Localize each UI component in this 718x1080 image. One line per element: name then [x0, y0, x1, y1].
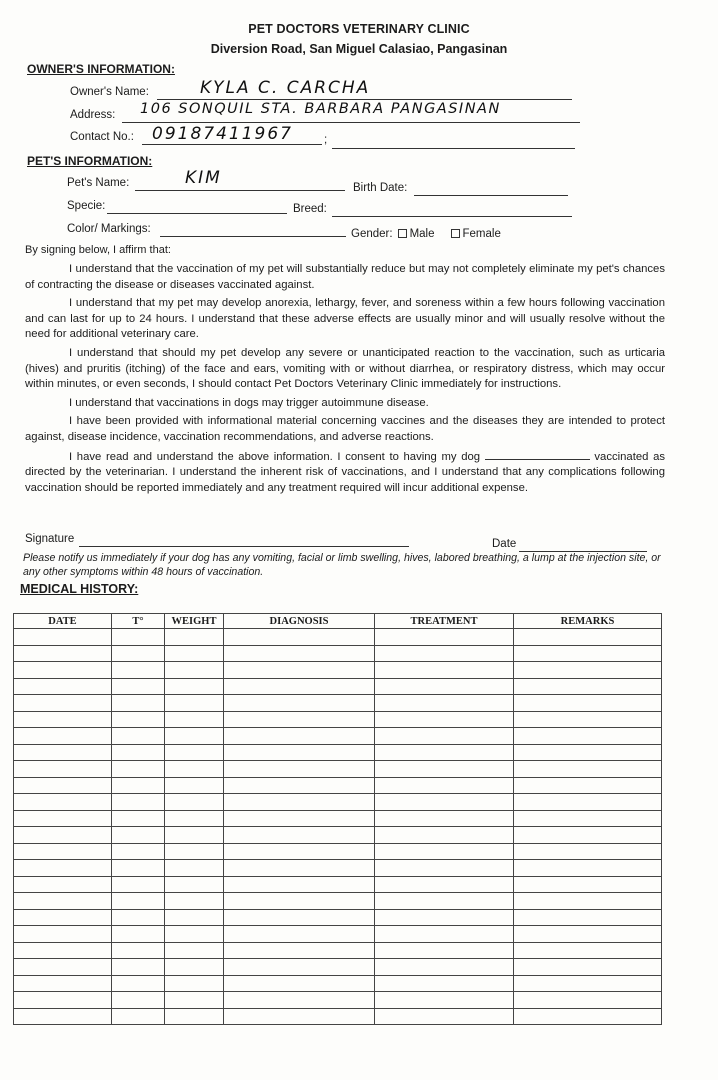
table-cell[interactable] — [224, 992, 375, 1009]
contact-label: Contact No.: — [70, 131, 134, 143]
consent-text-c: as directed by the veterinarian. I understand the inherent risk of vaccinations, and I understand that any complications following vaccination should be reported immediately and any treatment required will incur additional expense. — [25, 450, 666, 494]
table-cell[interactable] — [14, 728, 112, 745]
table-cell[interactable] — [224, 843, 375, 860]
table-row — [14, 794, 662, 811]
table-cell[interactable] — [14, 744, 112, 761]
table-row — [14, 942, 662, 959]
table-cell[interactable] — [14, 926, 112, 943]
table-cell[interactable] — [14, 662, 112, 679]
pet-name-line — [135, 190, 345, 191]
table-row — [14, 711, 662, 728]
table-cell[interactable] — [514, 893, 662, 910]
notice-text: Please notify us immediately if your dog has any vomiting, facial or limb swelling, hives, labored breathing, a lump at the injection site, or any other symptoms within 48 hours of vaccination. — [23, 552, 661, 578]
table-cell[interactable] — [165, 975, 224, 992]
table-cell[interactable] — [375, 810, 514, 827]
table-cell[interactable] — [514, 926, 662, 943]
table-cell[interactable] — [514, 843, 662, 860]
table-cell[interactable] — [14, 695, 112, 712]
table-row — [14, 876, 662, 893]
table-row — [14, 959, 662, 976]
table-row — [14, 645, 662, 662]
contact-field[interactable]: 09187411967 — [152, 124, 293, 144]
female-label: Female — [462, 228, 501, 240]
table-row — [14, 1008, 662, 1025]
table-cell[interactable] — [112, 1008, 165, 1025]
table-cell[interactable] — [224, 695, 375, 712]
table-cell[interactable] — [375, 843, 514, 860]
table-cell[interactable] — [224, 711, 375, 728]
table-header-row — [14, 614, 662, 629]
table-cell[interactable] — [514, 777, 662, 794]
table-cell[interactable] — [514, 942, 662, 959]
table-cell[interactable] — [165, 678, 224, 695]
table-cell[interactable] — [165, 728, 224, 745]
table-cell[interactable] — [375, 728, 514, 745]
table-cell[interactable] — [375, 695, 514, 712]
table-cell[interactable] — [14, 678, 112, 695]
table-cell[interactable] — [14, 959, 112, 976]
owner-name-line — [157, 99, 572, 100]
table-row — [14, 992, 662, 1009]
table-row — [14, 728, 662, 745]
table-cell[interactable] — [112, 975, 165, 992]
table-cell[interactable] — [375, 777, 514, 794]
table-cell[interactable] — [514, 761, 662, 778]
consent-text-b: vaccinated — [594, 450, 649, 463]
breed-label: Breed: — [293, 203, 327, 215]
table-cell[interactable] — [112, 662, 165, 679]
table-cell[interactable] — [112, 761, 165, 778]
table-cell[interactable] — [514, 992, 662, 1009]
table-cell[interactable] — [112, 827, 165, 844]
table-cell[interactable] — [165, 827, 224, 844]
affirm-text — [25, 262, 665, 499]
male-checkbox[interactable] — [398, 229, 407, 238]
table-cell[interactable] — [514, 629, 662, 646]
table-row — [14, 926, 662, 943]
table-body — [14, 629, 662, 1025]
gender-label: Gender: — [351, 228, 393, 240]
table-cell[interactable] — [165, 777, 224, 794]
table-cell[interactable] — [224, 629, 375, 646]
table-cell[interactable] — [224, 645, 375, 662]
table-cell[interactable] — [224, 1008, 375, 1025]
female-checkbox[interactable] — [451, 229, 460, 238]
owner-name-label: Owner's Name: — [70, 86, 149, 98]
affirm-paragraph: I have been provided with informational material concerning vaccines and the diseases they are intended to protect against, disease incidence, vaccination recommendations, and adverse reactions. — [25, 415, 665, 443]
table-cell[interactable] — [112, 942, 165, 959]
table-cell[interactable] — [224, 761, 375, 778]
affirm-paragraph: I understand that should my pet develop any severe or unanticipated reaction to the vaccination, such as urticaria (hives) and pruritis (itching) of the face and ears, vomiting with or without diarrhea, or respiratory distress, which may occur within minutes, or even seconds, I should contact Pet Doctors Veterinary Clinic immediately for instructions. — [25, 346, 665, 391]
table-cell[interactable] — [375, 876, 514, 893]
table-cell[interactable] — [375, 662, 514, 679]
table-row — [14, 893, 662, 910]
date-label: Date — [492, 538, 517, 550]
table-cell[interactable] — [375, 975, 514, 992]
table-cell[interactable] — [112, 926, 165, 943]
contact-line-2 — [332, 148, 575, 149]
table-cell[interactable] — [224, 959, 375, 976]
table-cell[interactable] — [112, 777, 165, 794]
table-cell[interactable] — [112, 678, 165, 695]
col-header-weight: WEIGHT — [165, 614, 224, 629]
consent-text-a: I have read and understand the above information. I consent to having my dog — [69, 450, 481, 463]
clinic-name: PET DOCTORS VETERINARY CLINIC — [248, 22, 470, 36]
col-header-temperature: T° — [112, 614, 165, 629]
table-cell[interactable] — [514, 794, 662, 811]
affirm-paragraph: I understand that the vaccination of my pet will substantially reduce but may not completely eliminate my pet's chances of contracting the disease or diseases vaccinated against. — [25, 263, 665, 291]
birth-date-label: Birth Date: — [353, 182, 408, 194]
signature-label: Signature — [25, 533, 75, 545]
table-cell[interactable] — [14, 761, 112, 778]
table-cell[interactable] — [112, 728, 165, 745]
table-cell[interactable] — [514, 959, 662, 976]
table-cell[interactable] — [165, 992, 224, 1009]
table-cell[interactable] — [224, 662, 375, 679]
table-cell[interactable] — [375, 860, 514, 877]
table-cell[interactable] — [165, 876, 224, 893]
table-cell[interactable] — [112, 695, 165, 712]
table-cell[interactable] — [514, 678, 662, 695]
table-row — [14, 827, 662, 844]
birth-date-line[interactable] — [414, 195, 568, 196]
table-cell[interactable] — [514, 662, 662, 679]
table-cell[interactable] — [224, 794, 375, 811]
table-cell[interactable] — [375, 827, 514, 844]
table-cell[interactable] — [375, 711, 514, 728]
table-cell[interactable] — [514, 810, 662, 827]
table-cell[interactable] — [165, 794, 224, 811]
table-cell[interactable] — [514, 876, 662, 893]
table-cell[interactable] — [14, 975, 112, 992]
table-row — [14, 662, 662, 679]
table-cell[interactable] — [165, 810, 224, 827]
table-cell[interactable] — [375, 992, 514, 1009]
table-row — [14, 810, 662, 827]
table-cell[interactable] — [165, 843, 224, 860]
table-cell[interactable] — [375, 959, 514, 976]
table-cell[interactable] — [165, 909, 224, 926]
table-cell[interactable] — [514, 860, 662, 877]
pet-name-field[interactable]: KIM — [185, 168, 222, 188]
table-cell[interactable] — [514, 728, 662, 745]
contact-line — [142, 144, 322, 145]
col-header-date: DATE — [14, 614, 112, 629]
table-cell[interactable] — [14, 645, 112, 662]
table-cell[interactable] — [14, 794, 112, 811]
table-cell[interactable] — [14, 711, 112, 728]
affirm-paragraph: I understand that my pet may develop anorexia, lethargy, fever, and soreness within a few hours following vaccination and can last for up to 24 hours. I understand that these adverse effects are usually minor and will usually resolve without the need for additional veterinary care. — [25, 297, 665, 341]
table-cell[interactable] — [514, 909, 662, 926]
table-cell[interactable] — [112, 744, 165, 761]
consent-paragraph — [25, 449, 665, 497]
signature-line[interactable] — [79, 546, 409, 547]
table-cell[interactable] — [224, 777, 375, 794]
table-cell[interactable] — [375, 926, 514, 943]
table-cell[interactable] — [375, 761, 514, 778]
table-cell[interactable] — [224, 744, 375, 761]
table-cell[interactable] — [165, 761, 224, 778]
table-cell[interactable] — [165, 744, 224, 761]
specie-label: Specie: — [67, 200, 106, 212]
table-cell[interactable] — [112, 810, 165, 827]
table-cell[interactable] — [112, 843, 165, 860]
clinic-address: Diversion Road, San Miguel Calasiao, Pangasinan — [210, 42, 508, 56]
table-cell[interactable] — [375, 1008, 514, 1025]
table-cell[interactable] — [165, 711, 224, 728]
table-cell[interactable] — [112, 909, 165, 926]
table-cell[interactable] — [224, 926, 375, 943]
table-cell[interactable] — [165, 926, 224, 943]
table-cell[interactable] — [375, 942, 514, 959]
table-cell[interactable] — [375, 893, 514, 910]
affirm-intro: By signing below, I affirm that: — [25, 244, 171, 256]
table-cell[interactable] — [112, 876, 165, 893]
table-cell[interactable] — [14, 810, 112, 827]
table-cell[interactable] — [112, 893, 165, 910]
table-cell[interactable] — [165, 645, 224, 662]
table-cell[interactable] — [165, 942, 224, 959]
medical-history-table — [13, 613, 662, 1025]
dog-name-line[interactable] — [485, 449, 590, 460]
owner-name-field[interactable]: KYLA C. CARCHA — [200, 78, 371, 98]
male-label: Male — [409, 228, 435, 240]
table-row — [14, 761, 662, 778]
table-cell[interactable] — [112, 794, 165, 811]
address-line — [122, 122, 580, 123]
table-cell[interactable] — [165, 860, 224, 877]
table-row — [14, 678, 662, 695]
table-cell[interactable] — [224, 893, 375, 910]
table-row — [14, 860, 662, 877]
table-cell[interactable] — [165, 959, 224, 976]
breed-line[interactable] — [332, 216, 572, 217]
table-cell[interactable] — [514, 744, 662, 761]
table-cell[interactable] — [112, 645, 165, 662]
table-cell[interactable] — [514, 975, 662, 992]
table-cell[interactable] — [165, 1008, 224, 1025]
table-cell[interactable] — [14, 843, 112, 860]
col-header-diagnosis: DIAGNOSIS — [224, 614, 375, 629]
table-cell[interactable] — [14, 942, 112, 959]
table-cell[interactable] — [224, 909, 375, 926]
table-row — [14, 744, 662, 761]
color-markings-line[interactable] — [160, 236, 346, 237]
table-cell[interactable] — [224, 728, 375, 745]
table-cell[interactable] — [224, 942, 375, 959]
table-cell[interactable] — [224, 860, 375, 877]
table-cell[interactable] — [14, 777, 112, 794]
table-cell[interactable] — [375, 744, 514, 761]
table-cell[interactable] — [112, 711, 165, 728]
table-row — [14, 843, 662, 860]
table-cell[interactable] — [224, 827, 375, 844]
address-field[interactable]: 106 SONQUIL STA. BARBARA PANGASINAN — [140, 101, 501, 117]
table-cell[interactable] — [14, 876, 112, 893]
table-row — [14, 909, 662, 926]
specie-line[interactable] — [107, 213, 287, 214]
table-cell[interactable] — [375, 629, 514, 646]
table-cell[interactable] — [514, 645, 662, 662]
table-cell[interactable] — [375, 645, 514, 662]
pet-name-label: Pet's Name: — [67, 177, 130, 189]
table-cell[interactable] — [375, 794, 514, 811]
table-cell[interactable] — [165, 893, 224, 910]
table-cell[interactable] — [224, 678, 375, 695]
table-cell[interactable] — [112, 959, 165, 976]
table-cell[interactable] — [112, 629, 165, 646]
address-label: Address: — [70, 109, 116, 121]
table-row — [14, 975, 662, 992]
table-cell[interactable] — [14, 860, 112, 877]
table-cell[interactable] — [165, 629, 224, 646]
table-cell[interactable] — [514, 1008, 662, 1025]
gender-row — [351, 228, 501, 240]
table-cell[interactable] — [224, 810, 375, 827]
table-cell[interactable] — [514, 711, 662, 728]
table-cell[interactable] — [14, 992, 112, 1009]
table-cell[interactable] — [165, 662, 224, 679]
table-cell[interactable] — [14, 1008, 112, 1025]
table-cell[interactable] — [112, 992, 165, 1009]
medical-section-title: MEDICAL HISTORY: — [20, 582, 139, 596]
table-row — [14, 629, 662, 646]
table-row — [14, 777, 662, 794]
table-cell[interactable] — [514, 827, 662, 844]
table-cell[interactable] — [14, 893, 112, 910]
col-header-remarks: REMARKS — [514, 614, 662, 629]
owner-section-title: OWNER'S INFORMATION: — [27, 62, 175, 76]
table-cell[interactable] — [514, 695, 662, 712]
contact-separator: ; — [324, 134, 328, 146]
table-cell[interactable] — [112, 860, 165, 877]
color-markings-label: Color/ Markings: — [67, 223, 151, 235]
table-cell[interactable] — [224, 975, 375, 992]
affirm-paragraph: I understand that vaccinations in dogs may trigger autoimmune disease. — [69, 396, 429, 409]
table-cell[interactable] — [165, 695, 224, 712]
table-cell[interactable] — [224, 876, 375, 893]
table-cell[interactable] — [375, 678, 514, 695]
table-cell[interactable] — [14, 827, 112, 844]
table-cell[interactable] — [14, 629, 112, 646]
table-row — [14, 695, 662, 712]
pet-section-title: PET'S INFORMATION: — [27, 154, 153, 168]
table-cell[interactable] — [14, 909, 112, 926]
col-header-treatment: TREATMENT — [375, 614, 514, 629]
table-cell[interactable] — [375, 909, 514, 926]
